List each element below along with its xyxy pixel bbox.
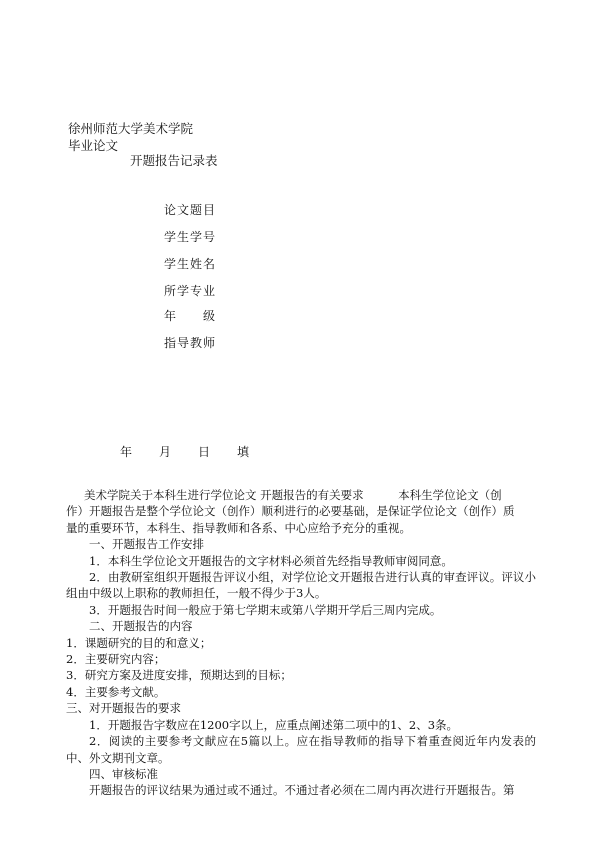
section-heading: 三、对开题报告的要求	[66, 701, 181, 716]
list-item: 4．主要参考文献。	[66, 684, 166, 699]
field-grade: 年 级	[164, 309, 217, 323]
list-item: 3．研究方案及进度安排，预期达到的目标；	[66, 668, 292, 683]
field-thesis-title: 论文题目	[164, 203, 217, 217]
section-heading: 二、开题报告的内容	[89, 619, 193, 634]
requirements-body	[66, 487, 536, 799]
paragraph: 2．阅读的主要参考文献应在5篇以上。应在指导教师的指导下着重查阅近年内发表的中、外文期刊文章。	[66, 734, 536, 765]
date-fill-line: 年 月 日 填	[120, 445, 251, 459]
field-major: 所学专业	[164, 284, 217, 298]
paragraph: 2．由教研室组织开题报告评议小组，对学位论文开题报告进行认真的审查评议。评议小组由中级以上职称的教师担任，一般不得少于3人。	[66, 570, 536, 601]
paragraph: 1．本科生学位论文开题报告的文字材料必须首先经指导教师审阅同意。	[89, 553, 453, 568]
section-heading: 四、审核标准	[89, 766, 158, 781]
school-name: 徐州师范大学美术学院	[68, 121, 194, 136]
intro-line: 作）开题报告是整个学位论文（创作）顺利进行的必要基础，是保证学位论文（创作）质	[66, 504, 515, 519]
field-advisor: 指导教师	[164, 336, 217, 350]
paragraph: 1．开题报告字数应在1200字以上，应重点阐述第二项中的1、2、3条。	[89, 717, 459, 732]
form-title: 开题报告记录表	[130, 153, 218, 168]
intro-line: 量的重要环节，本科生、指导教师和各系、中心应给予充分的重视。	[66, 520, 411, 535]
paragraph: 开题报告的评议结果为通过或不通过。不通过者必须在二周内再次进行开题报告。第	[89, 783, 515, 798]
thesis-type: 毕业论文	[68, 138, 119, 153]
paragraph: 3．开题报告时间一般应于第七学期末或第八学期开学后三周内完成。	[89, 602, 442, 617]
list-item: 1．课题研究的目的和意义；	[66, 635, 212, 650]
field-student-id: 学生学号	[164, 230, 217, 244]
field-student-name: 学生姓名	[164, 257, 217, 271]
section-heading: 一、开题报告工作安排	[89, 537, 204, 552]
intro-line: 美术学院关于本科生进行学位论文 开题报告的有关要求 本科生学位论文（创	[84, 488, 502, 502]
list-item: 2．主要研究内容；	[66, 652, 166, 667]
